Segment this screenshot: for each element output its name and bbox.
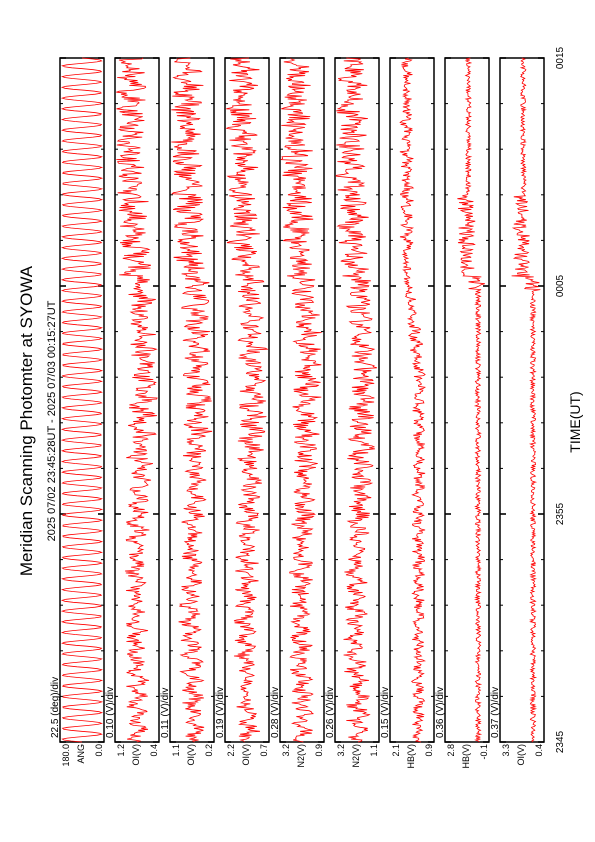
chart-subtitle: 2025 07/02 23:45:28UT - 2025 07/03 00:15:27UT xyxy=(46,300,58,542)
panel-frame xyxy=(445,58,489,742)
series-line xyxy=(226,58,267,742)
panel-scale-label: 0.19 (V)/div xyxy=(215,686,226,738)
panel-scale-label: 0.28 (V)/div xyxy=(270,686,281,738)
y-bottom-label: 0.7 xyxy=(259,744,269,757)
x-axis-label: TIME(UT) xyxy=(567,391,583,453)
series-line xyxy=(512,58,541,742)
y-bottom-label: 0.9 xyxy=(424,744,434,757)
y-top-label: 180.0 xyxy=(61,744,71,767)
x-tick-label: 0005 xyxy=(555,274,566,298)
series-line xyxy=(336,58,377,742)
y-series-label: OI(V) xyxy=(186,744,196,766)
x-tick-label: 2355 xyxy=(555,502,566,526)
y-series-label: N2(V) xyxy=(296,744,306,768)
y-bottom-label: 0.4 xyxy=(534,744,544,757)
x-tick-label: 2345 xyxy=(555,730,566,754)
rotated-frame xyxy=(17,46,583,768)
y-bottom-label: 0.0 xyxy=(94,744,104,757)
panel-scale-label: 0.37 (V)/div xyxy=(490,686,501,738)
y-top-label: 3.2 xyxy=(336,744,346,757)
y-series-label: N2(V) xyxy=(351,744,361,768)
series-line xyxy=(171,58,212,742)
y-series-label: OI(V) xyxy=(131,744,141,766)
x-tick-label: 0015 xyxy=(555,46,566,70)
y-series-label: OI(V) xyxy=(516,744,526,766)
panel-scale-label: 0.10 (V)/div xyxy=(105,686,116,738)
y-top-label: 2.8 xyxy=(446,744,456,757)
panel-scale-label: 22.5 (deg)/div xyxy=(50,676,61,738)
y-series-label: OI(V) xyxy=(241,744,251,766)
y-bottom-label: 1.1 xyxy=(369,744,379,757)
y-bottom-label: 0.2 xyxy=(204,744,214,757)
series-line xyxy=(62,58,102,742)
y-top-label: 3.2 xyxy=(281,744,291,757)
y-series-label: HB(V) xyxy=(406,744,416,769)
y-top-label: 1.1 xyxy=(171,744,181,757)
y-bottom-label: 0.4 xyxy=(149,744,159,757)
panel-scale-label: 0.36 (V)/div xyxy=(435,686,446,738)
series-line xyxy=(116,58,157,742)
y-series-label: ANG xyxy=(76,744,86,764)
y-top-label: 3.3 xyxy=(501,744,511,757)
series-line xyxy=(457,58,484,742)
chart-title: Meridian Scanning Photomter at SYOWA xyxy=(17,265,36,577)
panel-scale-label: 0.11 (V)/div xyxy=(160,687,171,738)
series-line xyxy=(400,58,425,742)
y-top-label: 1.2 xyxy=(116,744,126,757)
y-bottom-label: -0.1 xyxy=(479,744,489,760)
panel-scale-label: 0.26 (V)/div xyxy=(325,686,336,738)
y-series-label: HB(V) xyxy=(461,744,471,769)
panel-scale-label: 0.15 (V)/div xyxy=(380,686,391,738)
series-line xyxy=(281,58,321,742)
y-top-label: 2.1 xyxy=(391,744,401,757)
panel-frame xyxy=(390,58,434,742)
y-top-label: 2.2 xyxy=(226,744,236,757)
y-bottom-label: 0.9 xyxy=(314,744,324,757)
